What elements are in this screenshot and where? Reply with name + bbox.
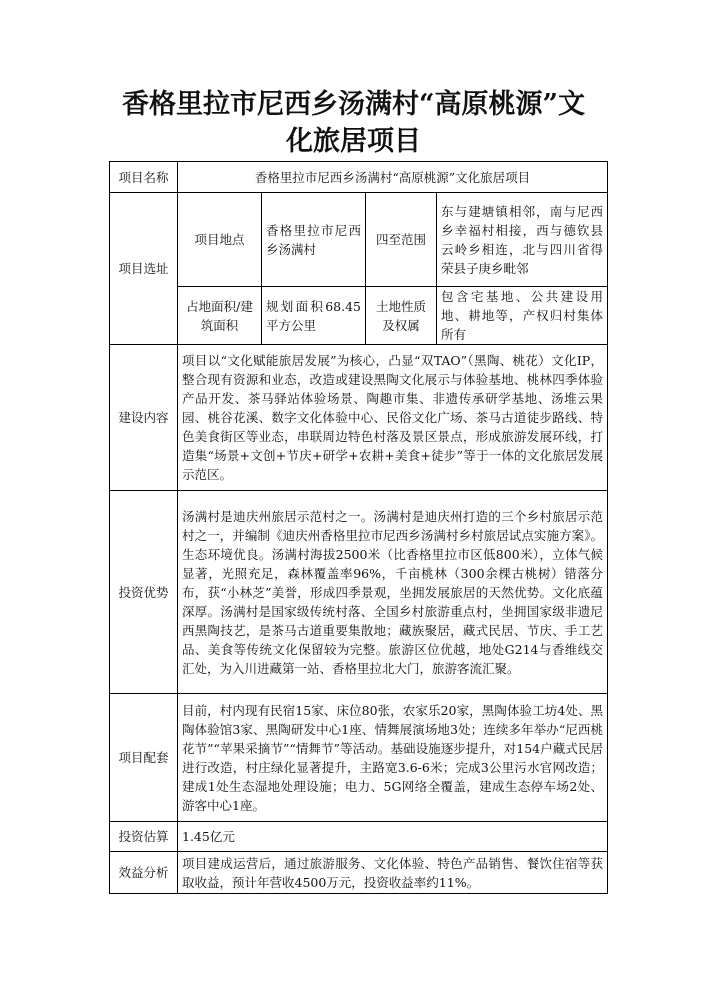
content-label: 建设内容 bbox=[110, 345, 178, 491]
title-line-2: 化旅居项目 bbox=[286, 126, 421, 157]
location-value: 香格里拉市尼西乡汤满村 bbox=[262, 193, 366, 287]
table-row bbox=[110, 822, 608, 852]
supporting-value: 目前，村内现有民宿15家、床位80张，农家乐20家，黑陶体验工坊4处、黑陶体验馆3家、黑陶研发中心1座、情舞展演场地3处；连续多年举办“尼西桃花节”“苹果采摘节”“情舞节”等活动。基础设施逐步提升，对154户藏式民居进行改造，村庄绿化显著提升，主路宽3.6-6米；完成3公里污水官网改造；建成1处生态湿地处理设施；电力、5G网络全覆盖，建成生态停车场2处、游客中心1座。 bbox=[178, 694, 608, 822]
table-row bbox=[110, 852, 608, 894]
project-name-label: 项目名称 bbox=[110, 162, 178, 193]
investment-value: 1.45亿元 bbox=[178, 822, 608, 852]
content-value: 项目以“文化赋能旅居发展”为核心，凸显“双TAO”（黑陶、桃花）文化IP，整合现有资源和业态，改造或建设黑陶文化展示与体验基地、桃林四季体验产品开发、茶马驿站体验场景、陶趣市集、非遗传承研学基地、汤堆云果园、桃谷花溪、数字文化体验中心、民俗文化广场、茶马古道徒步路线、特色美食街区等业态，串联周边特色村落及景区景点，形成旅游发展环线，打造集“场景+文创+节庆+研学+农耕+美食+徒步”等于一体的文化旅居发展示范区。 bbox=[178, 345, 608, 491]
table-row bbox=[110, 345, 608, 491]
area-label: 占地面积/建筑面积 bbox=[178, 287, 262, 345]
table-row bbox=[110, 491, 608, 694]
title-line-1: 香格里拉市尼西乡汤满村“高原桃源”文 bbox=[121, 89, 586, 120]
site-label: 项目选址 bbox=[110, 193, 178, 345]
benefit-value: 项目建成运营后，通过旅游服务、文化体验、特色产品销售、餐饮住宿等获取收益，预计年营收4500万元，投资收益率约11%。 bbox=[178, 852, 608, 894]
boundary-label: 四至范围 bbox=[366, 193, 437, 287]
project-info-table bbox=[109, 161, 608, 894]
table-row bbox=[110, 193, 608, 287]
land-value: 包含宅基地、公共建设用地、耕地等，产权归村集体所有 bbox=[437, 287, 608, 345]
table-row bbox=[110, 694, 608, 822]
area-value: 规划面积68.45平方公里 bbox=[262, 287, 366, 345]
table-row bbox=[110, 287, 608, 345]
supporting-label: 项目配套 bbox=[110, 694, 178, 822]
table-row bbox=[110, 162, 608, 193]
advantage-value: 汤满村是迪庆州旅居示范村之一。汤满村是迪庆州打造的三个乡村旅居示范村之一，并编制《迪庆州香格里拉市尼西乡汤满村乡村旅居试点实施方案》。生态环境优良。汤满村海拔2500米（比香格里拉市区低800米），立体气候显著，光照充足，森林覆盖率96%，千亩桃林（300余棵古桃树）错落分布，获“小林芝”美誉，形成四季景观，坐拥发展旅居的天然优势。文化底蕴深厚。汤满村是国家级传统村落、全国乡村旅游重点村，坐拥国家级非遗尼西黑陶技艺，是茶马古道重要集散地；藏族聚居，藏式民居、节庆、手工艺品、美食等传统文化保留较为完整。旅游区位优越，地处G214与香维线交汇处，为入川进藏第一站、香格里拉北大门，旅游客流汇聚。 bbox=[178, 491, 608, 694]
project-name-value: 香格里拉市尼西乡汤满村“高原桃源”文化旅居项目 bbox=[178, 162, 608, 193]
document-title bbox=[0, 86, 707, 160]
investment-label: 投资估算 bbox=[110, 822, 178, 852]
advantage-label: 投资优势 bbox=[110, 491, 178, 694]
boundary-value: 东与建塘镇相邻，南与尼西乡幸福村相接，西与德钦县云岭乡相连，北与四川省得荣县子庚乡毗邻 bbox=[437, 193, 608, 287]
benefit-label: 效益分析 bbox=[110, 852, 178, 894]
location-label: 项目地点 bbox=[178, 193, 262, 287]
land-label: 土地性质及权属 bbox=[366, 287, 437, 345]
